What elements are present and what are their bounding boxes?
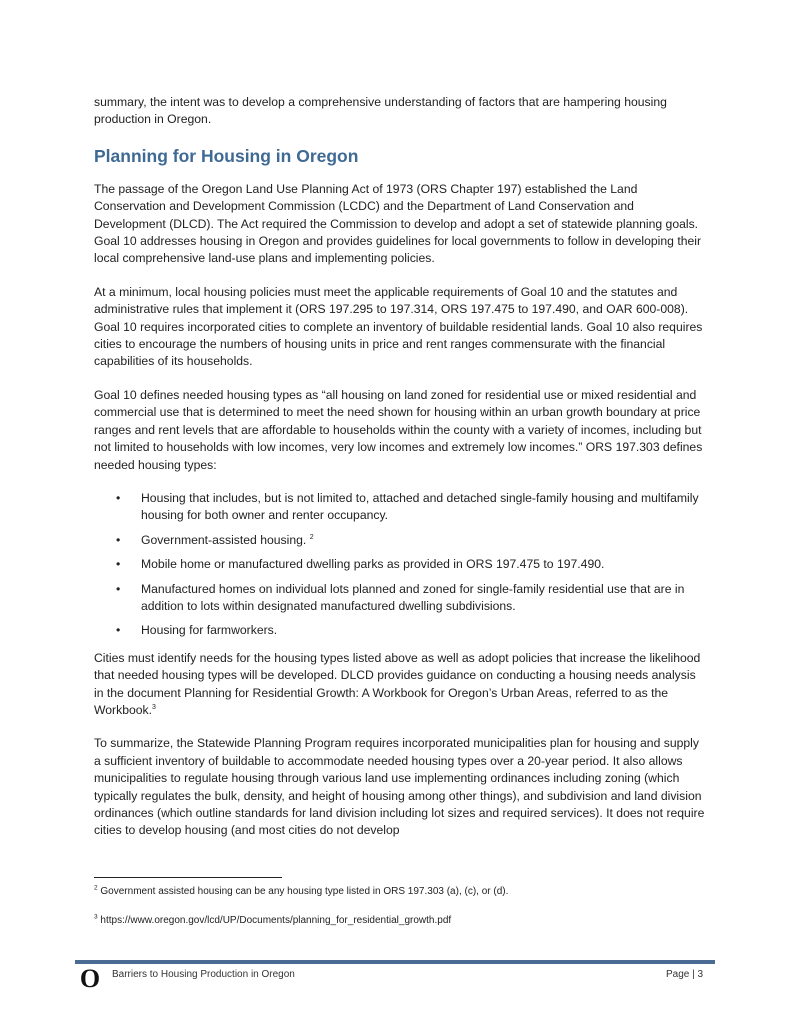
paragraph-1: The passage of the Oregon Land Use Planning Act of 1973 (ORS Chapter 197) established the Land Conservation and Development Commission (LCDC) and the Department of Land Conservation and Development (DLCD). The Act required the Commission to develop and adopt a set of statewide planning goals. Goal 10 addresses housing in Oregon and provides guidelines for local governments to follow in developing their local comprehensive land-use plans and implementing policies.	[94, 181, 702, 266]
footnote-ref[interactable]: 3	[152, 703, 156, 711]
footer-rule	[75, 960, 715, 964]
list-item: • Housing that includes, but is not limited to, attached and detached single-family housing and multifamily housing for both owner and renter occupancy.	[116, 490, 699, 523]
logo-letter: O	[79, 967, 101, 989]
paragraph-2: At a minimum, local housing policies must meet the applicable requirements of Goal 10 and the statutes and administrative rules that implement it (ORS 197.295 to 197.314, ORS 197.475 to 197.490, and OAR 600-008). Goal 10 requires incorporated cities to complete an inventory of buildable residential lands. Goal 10 also requires cities to encourage the numbers of housing units in price and rent ranges commensurate with the financial capabilities of its households.	[94, 284, 703, 369]
paragraph-5: To summarize, the Statewide Planning Program requires incorporated municipalities plan for housing and supply a sufficient inventory of buildable to accommodate needed housing types over a 20-year period. It also allows municipalities to regulate housing through various land use implementing ordinances including zoning (which typically regulates the bulk, density, and height of housing among other things), and subdivision and land division ordinances (which outline standards for land division including lot sizes and required services). It does not require cities to develop housing (and most cities do not develop	[94, 736, 705, 838]
list-item: • Government-assisted housing. $^2$	[94, 532, 706, 549]
section-heading: Planning for Housing in Oregon	[94, 145, 359, 166]
paragraph-4: Cities must identify needs for the housing types listed above as well as adopt policies that increase the likelihood that needed housing types will be developed. DLCD provides guidance on conducting a housing needs analysis in the document Planning for Residential Growth: A Workbook for Oregon’s Urban Areas, referred to as the Workbook.$^3$	[94, 650, 701, 717]
page-number: Page | 3	[666, 969, 704, 980]
bullet-icon: •	[116, 490, 121, 505]
list-item: • Mobile home or manufactured dwelling parks as provided in ORS 197.475 to 197.490.	[94, 556, 706, 573]
list-item: • Manufactured homes on individual lots planned and zoned for single-family residential use that are in addition to lots within designated manufactured dwelling subdivisions.	[116, 581, 685, 613]
footnote-divider	[94, 877, 282, 878]
intro-paragraph: summary, the intent was to develop a comprehensive understanding of factors that are hampering housing production in Oregon.	[94, 95, 667, 127]
housing-types-list	[94, 490, 706, 640]
footnote-3: $^3$ https://www.oregon.gov/lcd/UP/Documents/planning_for_residential_growth.pdf	[94, 913, 452, 926]
list-item: • Housing for farmworkers.	[94, 622, 706, 639]
oregon-logo-icon	[76, 967, 104, 989]
bullet-icon: •	[116, 532, 121, 547]
paragraph-3: Goal 10 defines needed housing types as “all housing on land zoned for residential use or mixed residential and commercial use that is determined to meet the need shown for housing within an urban growth boundary at price ranges and rent levels that are affordable to households within the county with a variety of incomes, including but not limited to households with low incomes, very low incomes and extremely low incomes.” ORS 197.303 defines needed housing types:	[94, 387, 703, 472]
bullet-icon: •	[116, 557, 121, 572]
bullet-icon: •	[116, 623, 121, 638]
footnote-link[interactable]: https://www.oregon.gov/lcd/UP/Documents/planning_for_residential_growth.pdf	[100, 915, 452, 926]
bullet-icon: •	[116, 581, 121, 596]
page-body	[94, 94, 706, 856]
footnote-2: $^2$ Government assisted housing can be any housing type listed in ORS 197.303 (a), (c), or (d).	[94, 884, 509, 897]
footer-title: Barriers to Housing Production in Oregon	[112, 969, 295, 980]
footnote-ref[interactable]: 2	[309, 533, 314, 541]
